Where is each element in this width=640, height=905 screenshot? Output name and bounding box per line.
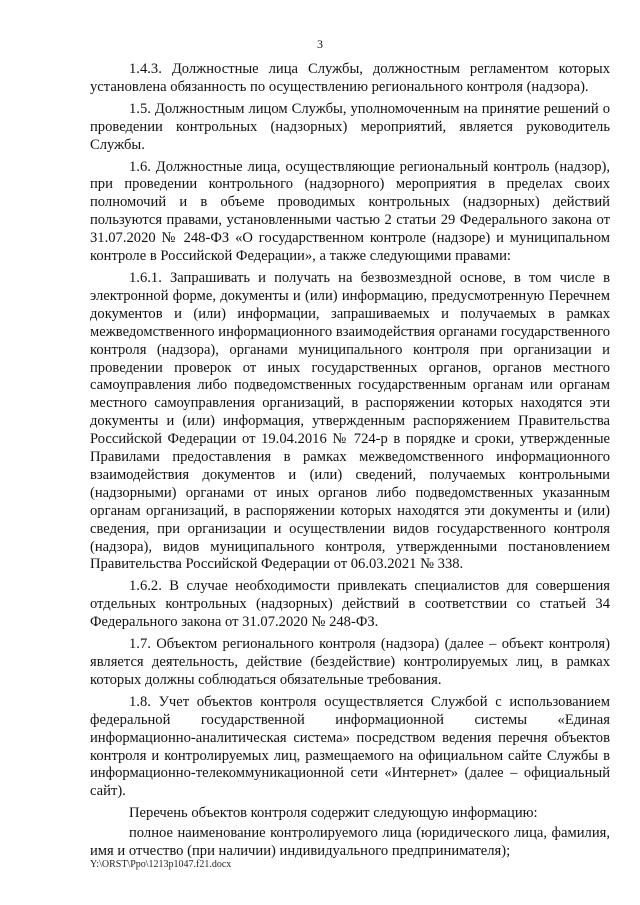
paragraph-1-6-2: 1.6.2. В случае необходимости привлекать специалистов для совершения отдельных контрольных (надзорных) действий в соответствии со статьей 34 Федерального закона от 31.07.2020 № 248-ФЗ. bbox=[90, 578, 610, 631]
paragraph-1-6: 1.6. Должностные лица, осуществляющие региональный контроль (надзор), при проведении контрольного (надзорного) мероприятия в пределах своих полномочий и в объеме проводимых контрольных (надзорных) действий пользуются правами, установленными частью 2 статьи 29 Федерального закона от 31.07.2020 № 248-ФЗ «О государственном контроле (надзоре) и муниципальном контроле в Российской Федерации», а также следующими правами: bbox=[90, 158, 610, 265]
paragraph-1-8: 1.8. Учет объектов контроля осуществляется Службой с использованием федеральной государственной информационной системы «Единая информационно-аналитическая система» посредством ведения перечня объектов контроля и контролируемых лиц, размещаемого на официальном сайте Службы в информационно-телекоммуникационной сети «Интернет» (далее – официальный сайт). bbox=[90, 693, 610, 800]
footer-file-path: Y:\ORST\Ppo\1213p1047.f21.docx bbox=[90, 859, 232, 870]
paragraph-1-4-3: 1.4.3. Должностные лица Службы, должностным регламентом которых установлена обязанность по осуществлению регионального контроля (надзора). bbox=[90, 61, 610, 95]
paragraph-1-5: 1.5. Должностным лицом Службы, уполномоченным на принятие решений о проведении контрольных (надзорных) мероприятий, является руководитель Службы. bbox=[90, 100, 610, 153]
paragraph-list-item-1: полное наименование контролируемого лица (юридического лица, фамилия, имя и отчество (при наличии) индивидуального предпринимателя); bbox=[90, 825, 610, 860]
page-number: 3 bbox=[317, 37, 323, 51]
paragraph-list-intro: Перечень объектов контроля содержит следующую информацию: bbox=[129, 805, 538, 822]
paragraph-1-7: 1.7. Объектом регионального контроля (надзора) (далее – объект контроля) является деятельность, действие (бездействие) контролируемых лиц, в рамках которых должны соблюдаться обязательные требования. bbox=[90, 636, 610, 688]
document-body bbox=[90, 61, 610, 861]
paragraph-1-6-1: 1.6.1. Запрашивать и получать на безвозмездной основе, в том числе в электронной форме, документы и (или) информацию, предусмотренную Перечнем документов и (или) информации, запрашиваемых и получаемых в рамках межведомственного информационного взаимодействия органами государственного контроля (надзора), органами муниципального контроля при организации и проведении проверок от иных государственных органов, органов местного самоуправления либо подведомственных государственным органам или органам местного самоуправления организаций, в распоряжении которых находятся эти документы и (или) информация, утвержденным распоряжением Правительства Российской Федерации от 19.04.2016 № 724-р в порядке и сроки, утвержденные Правилами предоставления в рамках межведомственного информационного взаимодействия документов и (или) сведений, получаемых контрольными (надзорными) органами от иных органов либо подведомственных указанным органам организаций, в распоряжении которых находятся эти документы и (или) сведения, при организации и осуществлении видов государственного контроля (надзора), видов муниципального контроля, утвержденными постановлением Правительства Российской Федерации от 06.03.2021 № 338. bbox=[90, 269, 610, 573]
